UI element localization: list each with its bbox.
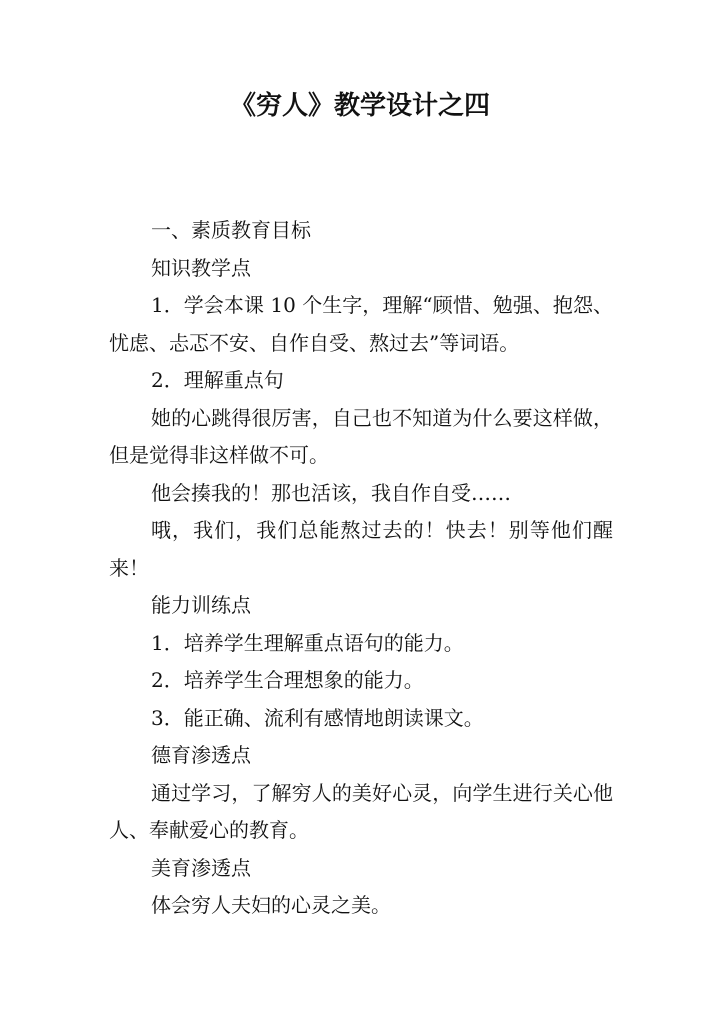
- moral-paragraph: 通过学习，了解穷人的美好心灵，向学生进行关心他人、奉献爱心的教育。: [109, 780, 613, 842]
- subheading-ability: 能力训练点: [151, 593, 251, 617]
- ability-item-1: 1．培养学生理解重点语句的能力。: [151, 630, 464, 655]
- aesthetic-paragraph: 体会穷人夫妇的心灵之美。: [151, 893, 391, 917]
- subheading-moral: 德育渗透点: [151, 743, 251, 767]
- ability-item-3: 3．能正确、流利有感情地朗读课文。: [151, 705, 484, 730]
- subheading-knowledge: 知识教学点: [151, 255, 251, 280]
- quote-heartbeat: 她的心跳得很厉害，自己也不知道为什么要这样做，但是觉得非这样做不可。: [109, 405, 613, 467]
- document-title: 《穷人》教学设计之四: [229, 91, 490, 121]
- quote-endure: 哦，我们，我们总能熬过去的！快去！别等他们醒来！: [109, 518, 613, 580]
- subheading-aesthetic: 美育渗透点: [151, 855, 251, 880]
- document-body: [109, 212, 613, 925]
- paragraph-key-sentences-heading: 2．理解重点句: [151, 368, 284, 392]
- ability-item-2: 2．培养学生合理想象的能力。: [151, 668, 424, 692]
- section-heading-goals: 一、素质教育目标: [151, 218, 311, 242]
- quote-self-blame: 他会揍我的！那也活该，我自作自受……: [151, 480, 511, 505]
- paragraph-vocabulary: 1．学会本课 10 个生字，理解“顾惜、勉强、抱怨、忧虑、忐忑不安、自作自受、熬过去”等词语。: [109, 293, 613, 355]
